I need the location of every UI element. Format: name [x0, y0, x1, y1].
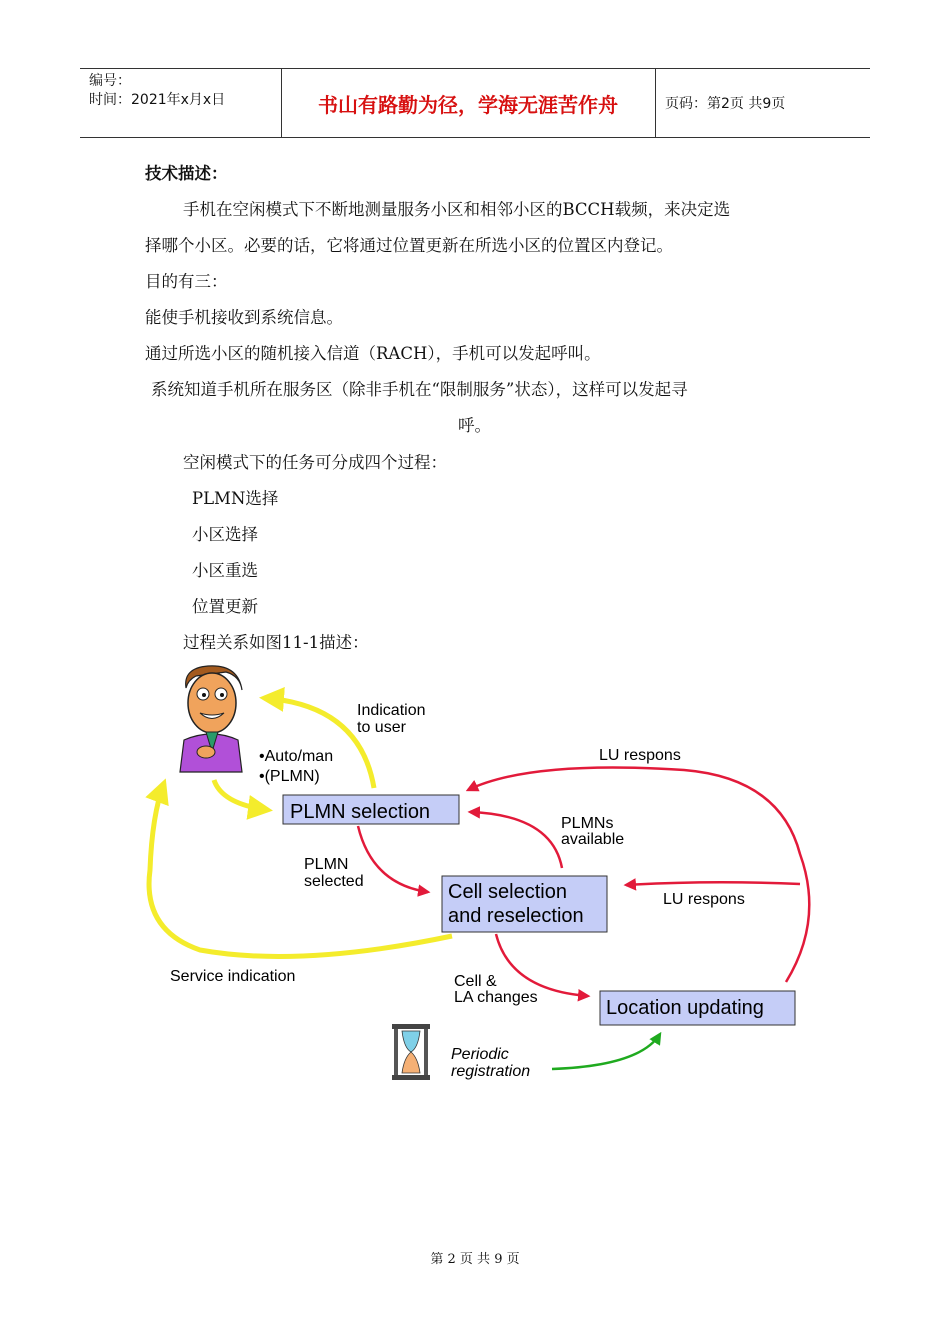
- cell-reselection-label: and reselection: [448, 905, 584, 927]
- plmn-selected-label: selected: [304, 873, 364, 890]
- plmn-selection-label: PLMN selection: [290, 801, 431, 823]
- idle-mode-diagram: [0, 655, 950, 1095]
- cell-la-changes-label: Cell &: [454, 973, 497, 990]
- plmns-available-label: PLMNs: [561, 815, 614, 832]
- cell-la-changes-arrow: [496, 934, 588, 996]
- time-label: 时间：2021年x月x日: [89, 92, 226, 108]
- auto-man-label: •Auto/man: [259, 748, 334, 765]
- plmn-selected-arrow: [358, 826, 428, 892]
- number-label: 编号：: [89, 73, 131, 89]
- user-figure-icon: [180, 666, 242, 772]
- page-header: [80, 68, 870, 138]
- plmn-selected-label: PLMN: [304, 856, 349, 873]
- task-item: 小区选择: [192, 525, 258, 544]
- periodic-registration-label: Periodic: [451, 1046, 509, 1063]
- hourglass-icon: [392, 1024, 430, 1080]
- paragraph-line: 手机在空闲模式下不断地测量服务小区和相邻小区的BCCH载频，来决定选: [183, 200, 731, 219]
- plmns-available-label: available: [561, 831, 625, 848]
- lu-respons-mid-arrow: [626, 882, 800, 885]
- figure-reference: 过程关系如图11-1描述：: [183, 633, 369, 652]
- indication-label: to user: [357, 719, 406, 736]
- indication-label: Indication: [357, 702, 426, 719]
- task-item: PLMN选择: [192, 489, 279, 508]
- purpose-item-cont: 呼。: [458, 416, 491, 435]
- header-divider: [655, 69, 656, 137]
- tasks-intro: 空闲模式下的任务可分成四个过程：: [183, 453, 447, 472]
- purpose-item: 通过所选小区的随机接入信道（RACH），手机可以发起呼叫。: [145, 344, 601, 363]
- task-item: 小区重选: [192, 561, 258, 580]
- plmn-paren-label: •(PLMN): [259, 768, 320, 785]
- task-item: 位置更新: [192, 597, 258, 616]
- header-motto: 书山有路勤为径，学海无涯苦作舟: [318, 93, 618, 117]
- purpose-item: 能使手机接收到系统信息。: [145, 308, 343, 327]
- lu-respons-label: LU respons: [599, 747, 681, 764]
- purpose-title: 目的有三：: [145, 272, 228, 291]
- lu-respons-label: LU respons: [663, 891, 745, 908]
- location-updating-label: Location updating: [606, 997, 764, 1019]
- page-footer: 第 2 页 共 9 页: [430, 1252, 520, 1267]
- lu-respons-top-arrow: [468, 768, 809, 983]
- service-indication-label: Service indication: [170, 968, 296, 985]
- cell-la-changes-label: LA changes: [454, 989, 538, 1006]
- cell-selection-label: Cell selection: [448, 881, 567, 903]
- paragraph-line: 择哪个小区。必要的话，它将通过位置更新在所选小区的位置区内登记。: [145, 236, 673, 255]
- plmns-available-arrow: [470, 812, 562, 868]
- periodic-registration-label: registration: [451, 1063, 531, 1080]
- header-meta: [89, 72, 225, 110]
- header-page-info: 页码：第2页 共9页: [665, 96, 786, 112]
- purpose-item: 系统知道手机所在服务区（除非手机在“限制服务”状态），这样可以发起寻: [151, 380, 688, 399]
- section-heading: 技术描述：: [145, 164, 228, 183]
- periodic-arrow: [552, 1034, 660, 1069]
